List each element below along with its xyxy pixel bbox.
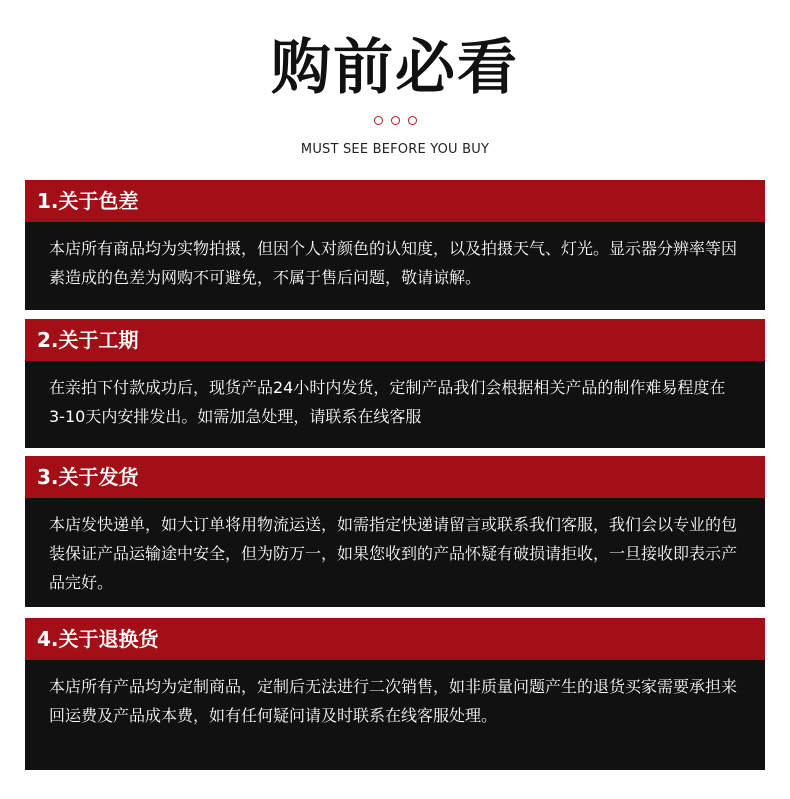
section-title: 4.关于退换货: [25, 618, 765, 660]
section-lead-time: [25, 319, 765, 448]
section-returns: [25, 618, 765, 770]
section-title: 2.关于工期: [25, 319, 765, 361]
section-color-difference: [25, 180, 765, 310]
page-subtitle: MUST SEE BEFORE YOU BUY: [300, 142, 490, 157]
section-body: 本店所有产品均为定制商品，定制后无法进行二次销售，如非质量问题产生的退货买家需要承担来回运费及产品成本费，如有任何疑问请及时联系在线客服处理。: [25, 660, 765, 770]
page-title: 购前必看: [271, 33, 519, 103]
section-shipping: [25, 456, 765, 607]
section-body: 本店所有商品均为实物拍摄，但因个人对颜色的认知度，以及拍摄天气、灯光。显示器分辨率等因素造成的色差为网购不可避免，不属于售后问题，敬请谅解。: [25, 222, 765, 310]
circle-icon: [408, 116, 417, 125]
page-header: [0, 0, 790, 180]
section-title: 3.关于发货: [25, 456, 765, 498]
decorative-dots: [0, 114, 790, 126]
circle-icon: [391, 116, 400, 125]
section-title: 1.关于色差: [25, 180, 765, 222]
section-body: 本店发快递单，如大订单将用物流运送，如需指定快递请留言或联系我们客服，我们会以专业的包装保证产品运输途中安全，但为防万一，如果您收到的产品怀疑有破损请拒收，一旦接收即表示产品完好。: [25, 498, 765, 607]
section-body: 在亲拍下付款成功后，现货产品24小时内发货，定制产品我们会根据相关产品的制作难易程度在3-10天内安排发出。如需加急处理，请联系在线客服: [25, 361, 765, 448]
circle-icon: [374, 116, 383, 125]
